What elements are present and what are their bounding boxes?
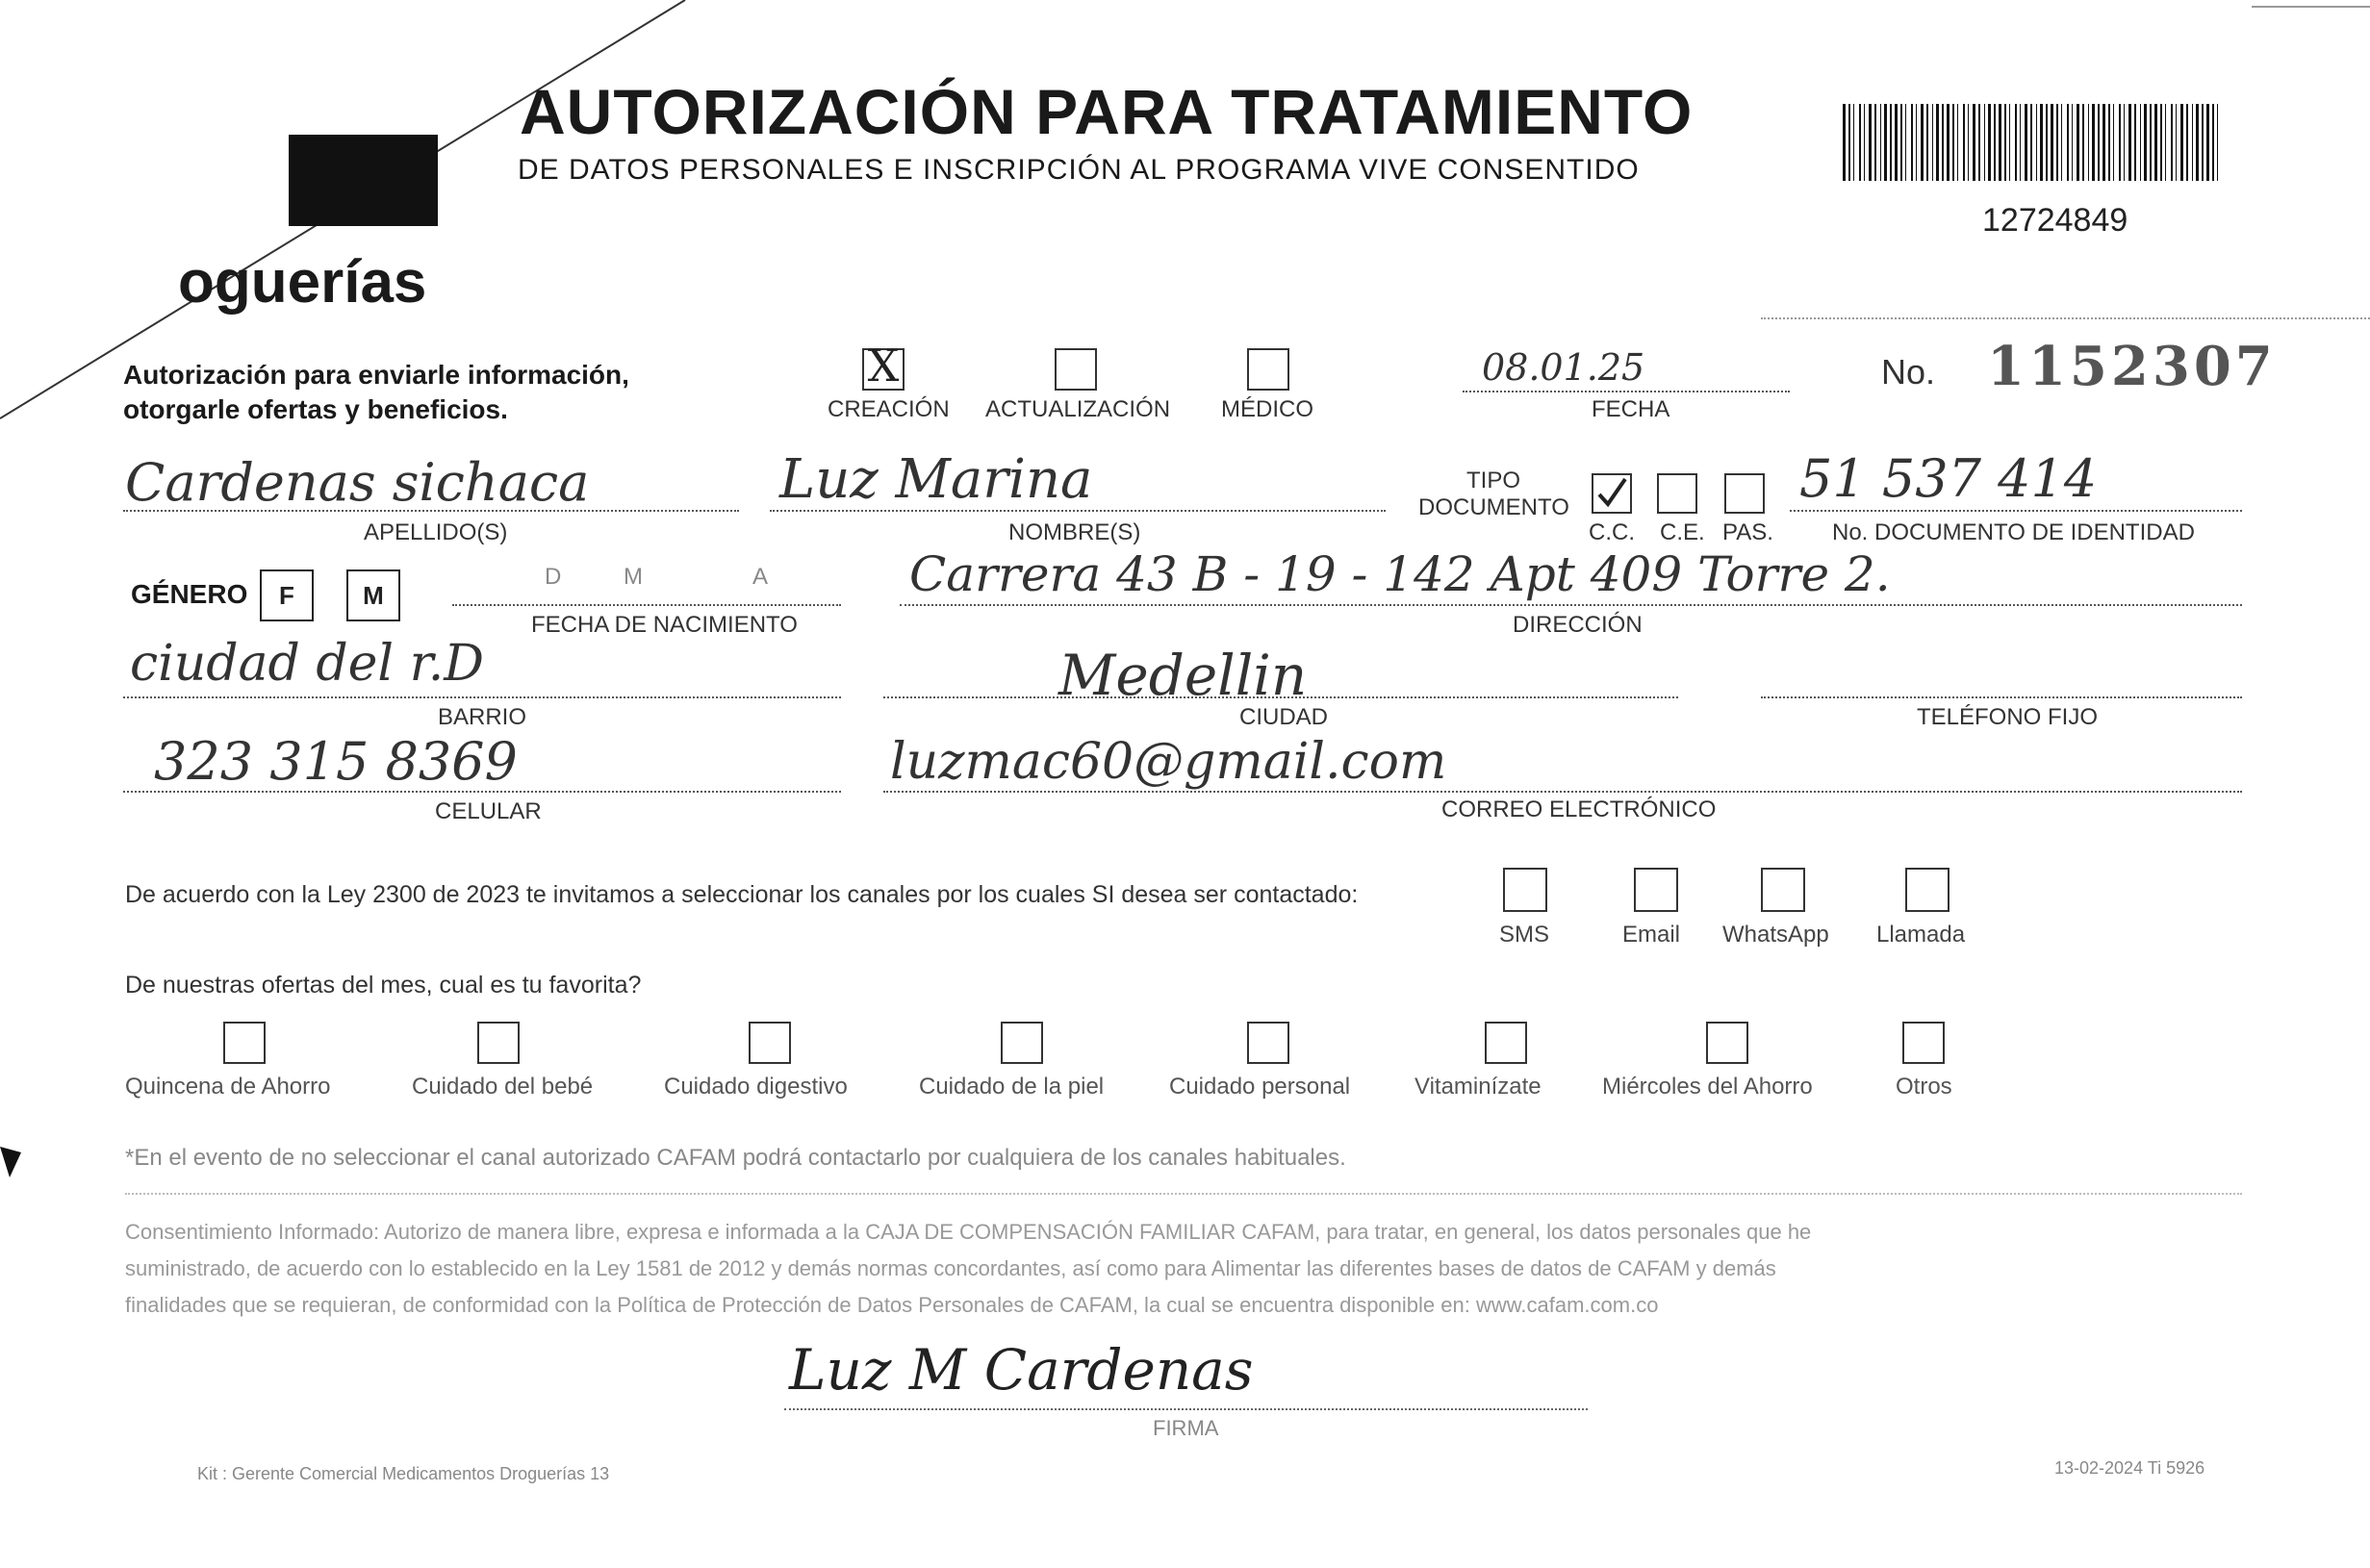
barcode-bar (2020, 104, 2021, 181)
checkbox-offer-8[interactable] (1902, 1022, 1945, 1064)
barcode-bar (2192, 104, 2193, 181)
barcode-bar (2051, 104, 2053, 181)
barcode-bar (2082, 104, 2084, 181)
barcode-bar (2180, 104, 2183, 181)
mobile-value[interactable]: 323 315 8369 (154, 731, 518, 792)
birthdate-year-hint: A (752, 564, 769, 590)
barcode-bar (2171, 104, 2173, 181)
checkbox-medico[interactable] (1247, 348, 1289, 391)
page-edge-arrow-icon (0, 1147, 23, 1179)
checkbox-offer-7[interactable] (1706, 1022, 1748, 1064)
barcode-bar (2056, 104, 2058, 181)
label-offer-6: Vitaminízate (1414, 1074, 1542, 1100)
barcode-bar (2140, 104, 2141, 181)
channels-question: De acuerdo con la Ley 2300 de 2023 te invitamos a seleccionar los canales por los cuales SI desea ser contactado: (125, 881, 1359, 908)
signature-label: FIRMA (1153, 1416, 1219, 1440)
barcode-bar (1926, 104, 1928, 181)
label-offer-3: Cuidado digestivo (664, 1074, 848, 1100)
barcode-bar (2009, 104, 2010, 181)
barcode-bar (1936, 104, 1939, 181)
checkbox-offer-1[interactable] (223, 1022, 266, 1064)
label-actualizacion: ACTUALIZACIÓN (985, 396, 1171, 422)
label-creacion: CREACIÓN (828, 396, 950, 422)
barcode-bar (1957, 104, 1958, 181)
authorization-line-1: Autorización para enviarle información, (123, 360, 629, 390)
signature-line (784, 1408, 1588, 1410)
barcode-bar (2067, 104, 2069, 181)
barcode-bar (2092, 104, 2095, 181)
barcode-bar (2025, 104, 2027, 181)
barcode-image (1843, 104, 2223, 181)
barcode-bar (2206, 104, 2209, 181)
checkbox-offer-6[interactable] (1485, 1022, 1527, 1064)
barcode-bar (2015, 104, 2017, 181)
email-line (883, 791, 2242, 793)
checkbox-pas[interactable] (1724, 473, 1765, 514)
barcode-bar (2134, 104, 2136, 181)
top-right-rule (2252, 6, 2370, 8)
barcode-bar (1978, 104, 1980, 181)
label-offer-7: Miércoles del Ahorro (1602, 1074, 1813, 1100)
barcode-bar (2165, 104, 2166, 181)
address-value[interactable]: Carrera 43 B - 19 - 142 Apt 409 Torre 2. (909, 546, 1891, 602)
offers-question: De nuestras ofertas del mes, cual es tu favorita? (125, 972, 642, 999)
barcode-bar (1963, 104, 1965, 181)
barcode-bar (1884, 104, 1887, 181)
checkbox-creacion[interactable] (862, 340, 905, 392)
brand-name: oguerías (178, 249, 427, 316)
barcode-bar (1988, 104, 1991, 181)
email-value[interactable]: luzmac60@gmail.com (890, 733, 1447, 791)
birthdate-month-hint: M (624, 564, 643, 590)
barcode-bar (1921, 104, 1924, 181)
legal-line-2: suministrado, de acuerdo con lo establecido en la Ley 1581 de 2012 y demás normas concordantes, así como para Alimentar las diferentes bases de datos de CAFAM y demás (125, 1256, 1776, 1280)
label-pas: PAS. (1722, 519, 1773, 545)
barcode-bar (2176, 104, 2177, 181)
barcode-bar (2030, 104, 2032, 181)
barcode-bar (2088, 104, 2089, 181)
barcode-bar (2004, 104, 2006, 181)
channel-note: *En el evento de no seleccionar el canal autorizado CAFAM podrá contactarlo por cualquiera de los canales habituales. (125, 1145, 1346, 1171)
barcode-bar (1900, 104, 1902, 181)
checkbox-whatsapp[interactable] (1761, 868, 1805, 912)
barrio-label: BARRIO (438, 704, 527, 730)
barcode-bar (1843, 104, 1846, 181)
date-line (1463, 391, 1790, 392)
mobile-label: CELULAR (435, 798, 542, 824)
barcode-bar (2217, 104, 2218, 181)
date-value[interactable]: 08.01.25 (1482, 346, 1645, 389)
barcode-bar (2119, 104, 2121, 181)
label-email: Email (1622, 922, 1681, 948)
barcode-bar (1947, 104, 1950, 181)
doc-number-line (1790, 510, 2242, 512)
barcode-bar (1848, 104, 1850, 181)
barcode-bar (2128, 104, 2131, 181)
barcode-bar (2150, 104, 2152, 181)
barcode-bar (2113, 104, 2114, 181)
barcode-bar (1880, 104, 1881, 181)
barcode-bar (1984, 104, 1985, 181)
checkbox-sms[interactable] (1503, 868, 1547, 912)
barcode-bar (1911, 104, 1913, 181)
gender-m-box[interactable]: M (346, 569, 400, 621)
doc-type-label-2: DOCUMENTO (1418, 494, 1569, 520)
label-offer-2: Cuidado del bebé (412, 1074, 594, 1100)
label-offer-1: Quincena de Ahorro (125, 1074, 331, 1100)
barcode-bar (1968, 104, 1969, 181)
label-offer-5: Cuidado personal (1169, 1074, 1351, 1100)
barrio-value[interactable]: ciudad del r.D (130, 635, 484, 693)
barcode-bar (2160, 104, 2162, 181)
checkbox-offer-4[interactable] (1001, 1022, 1043, 1064)
checkbox-email[interactable] (1634, 868, 1678, 912)
barcode-bar (2061, 104, 2062, 181)
label-sms: SMS (1499, 922, 1550, 948)
barcode-bar (1994, 104, 1996, 181)
footer-right: 13-02-2024 Ti 5926 (2054, 1458, 2205, 1478)
footer-left: Kit : Gerente Comercial Medicamentos Droguerías 13 (197, 1464, 610, 1483)
barcode-bar (2098, 104, 2100, 181)
doc-number-value[interactable]: 51 537 414 (1799, 448, 2098, 509)
header-divider (1761, 317, 2370, 319)
doc-number-label: No. DOCUMENTO DE IDENTIDAD (1832, 519, 2195, 545)
label-offer-8: Otros (1896, 1074, 1952, 1100)
barcode-bar (1895, 104, 1898, 181)
birthdate-line (452, 604, 841, 606)
surnames-value[interactable]: Cardenas sichaca (125, 452, 590, 513)
surnames-label: APELLIDO(S) (364, 519, 508, 545)
checkbox-ce[interactable] (1657, 473, 1697, 514)
legal-line-1: Consentimiento Informado: Autorizo de manera libre, expresa e informada a la CAJA DE COMPENSACIÓN FAMILIAR CAFAM, para tratar, en general, los datos personales que he (125, 1220, 1812, 1244)
label-medico: MÉDICO (1221, 396, 1313, 422)
checkbox-offer-3[interactable] (749, 1022, 791, 1064)
date-label: FECHA (1592, 396, 1670, 422)
barrio-line (123, 696, 841, 698)
checkbox-llamada[interactable] (1905, 868, 1950, 912)
barcode-number: 12724849 (1982, 202, 2128, 239)
email-label: CORREO ELECTRÓNICO (1441, 797, 1717, 822)
barcode-bar (1869, 104, 1872, 181)
names-value[interactable]: Luz Marina (779, 448, 1093, 511)
label-whatsapp: WhatsApp (1722, 922, 1829, 948)
signature-value[interactable]: Luz M Cardenas (789, 1337, 1254, 1403)
form-title: AUTORIZACIÓN PARA TRATAMIENTO (520, 76, 1694, 147)
barcode-bar (1853, 104, 1854, 181)
barcode-bar (1859, 104, 1861, 181)
barcode-bar (1874, 104, 1876, 181)
city-label: CIUDAD (1239, 704, 1329, 730)
barcode-bar (2036, 104, 2037, 181)
barcode-bar (1916, 104, 1917, 181)
barcode-bar (2040, 104, 2043, 181)
gender-label: GÉNERO (131, 579, 248, 609)
address-line (900, 604, 2242, 606)
barcode-bar (2154, 104, 2157, 181)
checkbox-mark: X (867, 340, 900, 392)
checkbox-offer-5[interactable] (1247, 1022, 1289, 1064)
barcode-bar (2212, 104, 2214, 181)
checkbox-offer-2[interactable] (477, 1022, 520, 1064)
doc-type-label-1: TIPO (1466, 468, 1521, 493)
label-cc: C.C. (1589, 519, 1635, 545)
checkbox-cc[interactable] (1592, 473, 1632, 514)
barcode-bar (2072, 104, 2073, 181)
barcode-bar (2102, 104, 2105, 181)
number-label: No. (1881, 352, 1936, 392)
barcode-bar (1942, 104, 1944, 181)
consent-legal-text (125, 1214, 2242, 1324)
barcode-bar (1864, 104, 1865, 181)
form-number: 1152307 (1987, 335, 2277, 398)
barcode-bar (1905, 104, 1906, 181)
barcode-bar (1973, 104, 1975, 181)
note-divider (125, 1193, 2242, 1195)
form-subtitle: DE DATOS PERSONALES E INSCRIPCIÓN AL PROGRAMA VIVE CONSENTIDO (518, 154, 1640, 186)
birthdate-day-hint: D (545, 564, 562, 590)
gender-f-box[interactable]: F (260, 569, 314, 621)
barcode-bar (1952, 104, 1954, 181)
barcode-bar (2186, 104, 2188, 181)
barcode-bar (2046, 104, 2048, 181)
barcode-bar (2202, 104, 2204, 181)
label-offer-4: Cuidado de la piel (919, 1074, 1105, 1100)
authorization-line-2: otorgarle ofertas y beneficios. (123, 394, 508, 424)
birthdate-label: FECHA DE NACIMIENTO (531, 612, 798, 638)
address-label: DIRECCIÓN (1513, 612, 1643, 638)
names-label: NOMBRE(S) (1008, 519, 1141, 545)
city-value[interactable]: Medellin (1058, 643, 1308, 708)
barcode-bar (2144, 104, 2147, 181)
barcode-bar (2196, 104, 2199, 181)
barcode-bar (1890, 104, 1892, 181)
brand-logo-block (289, 135, 438, 226)
checkbox-actualizacion[interactable] (1055, 348, 1097, 391)
legal-line-3: finalidades que se requieran, de conformidad con la Política de Protección de Datos Personales de CAFAM, la cual se encuentra disponible en: www.cafam.com.co (125, 1293, 1659, 1317)
phone-label: TELÉFONO FIJO (1917, 704, 2099, 730)
barcode-bar (2108, 104, 2110, 181)
phone-line (1761, 696, 2242, 698)
label-ce: C.E. (1660, 519, 1705, 545)
checkmark-icon (1593, 475, 1630, 512)
barcode-bar (2077, 104, 2079, 181)
barcode-bar (1999, 104, 2001, 181)
barcode-bar (1932, 104, 1933, 181)
barcode-bar (2124, 104, 2125, 181)
label-llamada: Llamada (1876, 922, 1966, 948)
authorization-text (123, 358, 629, 427)
